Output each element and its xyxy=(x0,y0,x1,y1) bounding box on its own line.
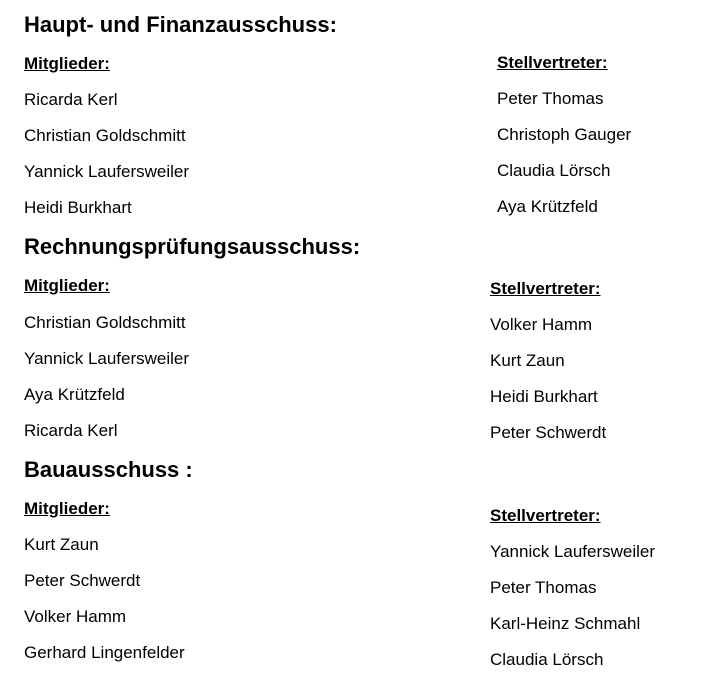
member-name: Aya Krützfeld xyxy=(24,385,125,404)
deputies-label: Stellvertreter: xyxy=(490,279,601,298)
members-label: Mitglieder: xyxy=(24,276,110,295)
member-name: Ricarda Kerl xyxy=(24,421,118,440)
members-label: Mitglieder: xyxy=(24,54,110,73)
committee-title: Rechnungsprüfungsausschuss: xyxy=(24,234,361,259)
deputy-name: Aya Krützfeld xyxy=(497,197,598,216)
deputy-name: Peter Thomas xyxy=(497,89,604,108)
committee-title: Bauausschuss : xyxy=(24,457,193,482)
deputies-label: Stellvertreter: xyxy=(490,506,601,525)
deputy-name: Heidi Burkhart xyxy=(490,387,598,406)
deputy-name: Claudia Lörsch xyxy=(490,650,604,669)
committee-title: Haupt- und Finanzausschuss: xyxy=(24,12,337,37)
member-name: Ricarda Kerl xyxy=(24,90,118,109)
deputy-name: Volker Hamm xyxy=(490,315,593,334)
deputy-name: Kurt Zaun xyxy=(490,351,565,370)
member-name: Volker Hamm xyxy=(24,607,127,626)
deputy-name: Peter Thomas xyxy=(490,578,597,597)
member-name: Yannick Laufersweiler xyxy=(24,162,190,181)
member-name: Yannick Laufersweiler xyxy=(24,349,190,368)
deputy-name: Yannick Laufersweiler xyxy=(490,542,656,561)
member-name: Peter Schwerdt xyxy=(24,571,141,590)
member-name: Heidi Burkhart xyxy=(24,198,132,217)
member-name: Kurt Zaun xyxy=(24,535,99,554)
deputies-label: Stellvertreter: xyxy=(497,53,608,72)
deputy-name: Karl-Heinz Schmahl xyxy=(490,614,641,633)
member-name: Gerhard Lingenfelder xyxy=(24,643,185,662)
deputy-name: Christoph Gauger xyxy=(497,125,632,144)
member-name: Christian Goldschmitt xyxy=(24,313,186,332)
deputy-name: Claudia Lörsch xyxy=(497,161,611,180)
deputy-name: Peter Schwerdt xyxy=(490,423,607,442)
member-name: Christian Goldschmitt xyxy=(24,126,186,145)
members-label: Mitglieder: xyxy=(24,499,110,518)
